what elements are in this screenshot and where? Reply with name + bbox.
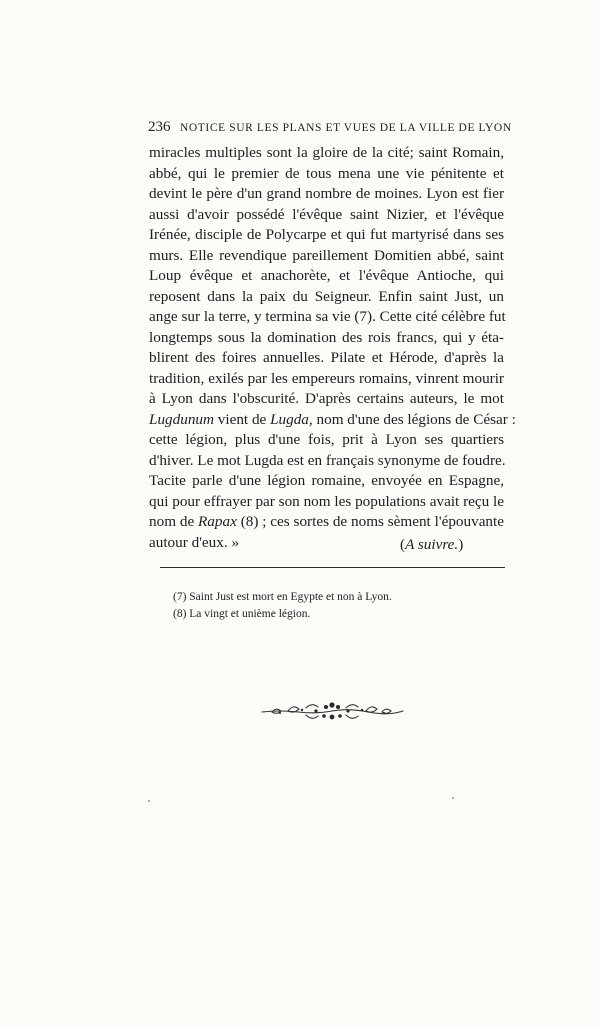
- text-line: tradition, exilés par les empereurs romains, vinrent mourir: [149, 369, 504, 387]
- body-text: [149, 143, 516, 553]
- text-line: miracles multiples sont la gloire de la cité; saint Romain,: [149, 144, 504, 161]
- text-line: abbé, qui le premier de tous mena une vie pénitente et: [149, 164, 504, 182]
- text-fragment: (8) ; ces sortes de noms sèment l'épouvante: [236, 513, 504, 530]
- footnote-rule: [160, 567, 505, 568]
- italic-word: Lugdunum: [149, 410, 214, 428]
- text-line: qui pour effrayer par son nom les populations avait reçu le: [149, 492, 504, 510]
- text-line: cette légion, plus d'une fois, prit à Lyon ses quartiers: [149, 431, 504, 448]
- floral-ornament-icon: [260, 698, 405, 724]
- paren-close: ): [458, 536, 464, 553]
- footnote-8: (8) La vingt et unième légion.: [173, 608, 311, 620]
- paper-speck: [452, 797, 454, 799]
- text-line: aussi d'avoir possédé l'évêque saint Nizier, et l'évêque: [149, 205, 504, 223]
- text-line: reposent dans la paix du Seigneur. Enfin saint Just, un: [149, 287, 504, 305]
- text-line-italic-mix: [149, 410, 516, 431]
- paren-open: (: [400, 536, 406, 553]
- text-fragment: nom de: [149, 513, 199, 530]
- text-line: Tacite parle d'une légion romaine, envoyée en Espagne,: [149, 472, 504, 489]
- italic-word: Rapax: [198, 513, 237, 530]
- text-line: devint le père d'un grand nombre de moines. Lyon est fier: [149, 185, 504, 202]
- running-title: NOTICE SUR LES PLANS ET VUES DE LA VILLE DE LYON: [179, 122, 512, 134]
- running-head: [148, 119, 512, 136]
- footnote-7: (7) Saint Just est mort en Egypte et non à Lyon.: [173, 591, 392, 603]
- text-line: murs. Elle revendique pareillement Domitien abbé, saint: [149, 246, 504, 264]
- text-fragment: vient de: [213, 410, 271, 428]
- text-line-italic-mix: [149, 512, 504, 533]
- text-fragment: nom d'une des légions de César :: [312, 410, 516, 428]
- text-line: blirent des foires annuelles. Pilate et Hérode, d'après la: [149, 349, 504, 366]
- italic-word: Lugda,: [270, 410, 313, 428]
- text-line: à Lyon dans l'obscurité. D'après certains auteurs, le mot: [149, 390, 504, 407]
- text-line: d'hiver. Le mot Lugda est en français synonyme de foudre.: [149, 451, 506, 469]
- text-line: Loup évêque et anachorète, et l'évêque Antioche, qui: [149, 267, 504, 284]
- text-line: Irénée, disciple de Polycarpe et qui fut martyrisé dans ses: [149, 226, 504, 243]
- text-line: longtemps sous la domination des rois francs, qui y éta-: [149, 328, 504, 346]
- footnotes: [173, 589, 392, 623]
- to-be-continued: [400, 536, 463, 554]
- text-line: autour d'eux. »: [149, 533, 240, 551]
- signoff-text: A suivre.: [405, 536, 459, 553]
- text-line: ange sur la terre, y termina sa vie (7). Cette cité célèbre fut: [149, 308, 506, 325]
- paper-speck: [148, 800, 150, 802]
- page-number: 236: [148, 119, 171, 135]
